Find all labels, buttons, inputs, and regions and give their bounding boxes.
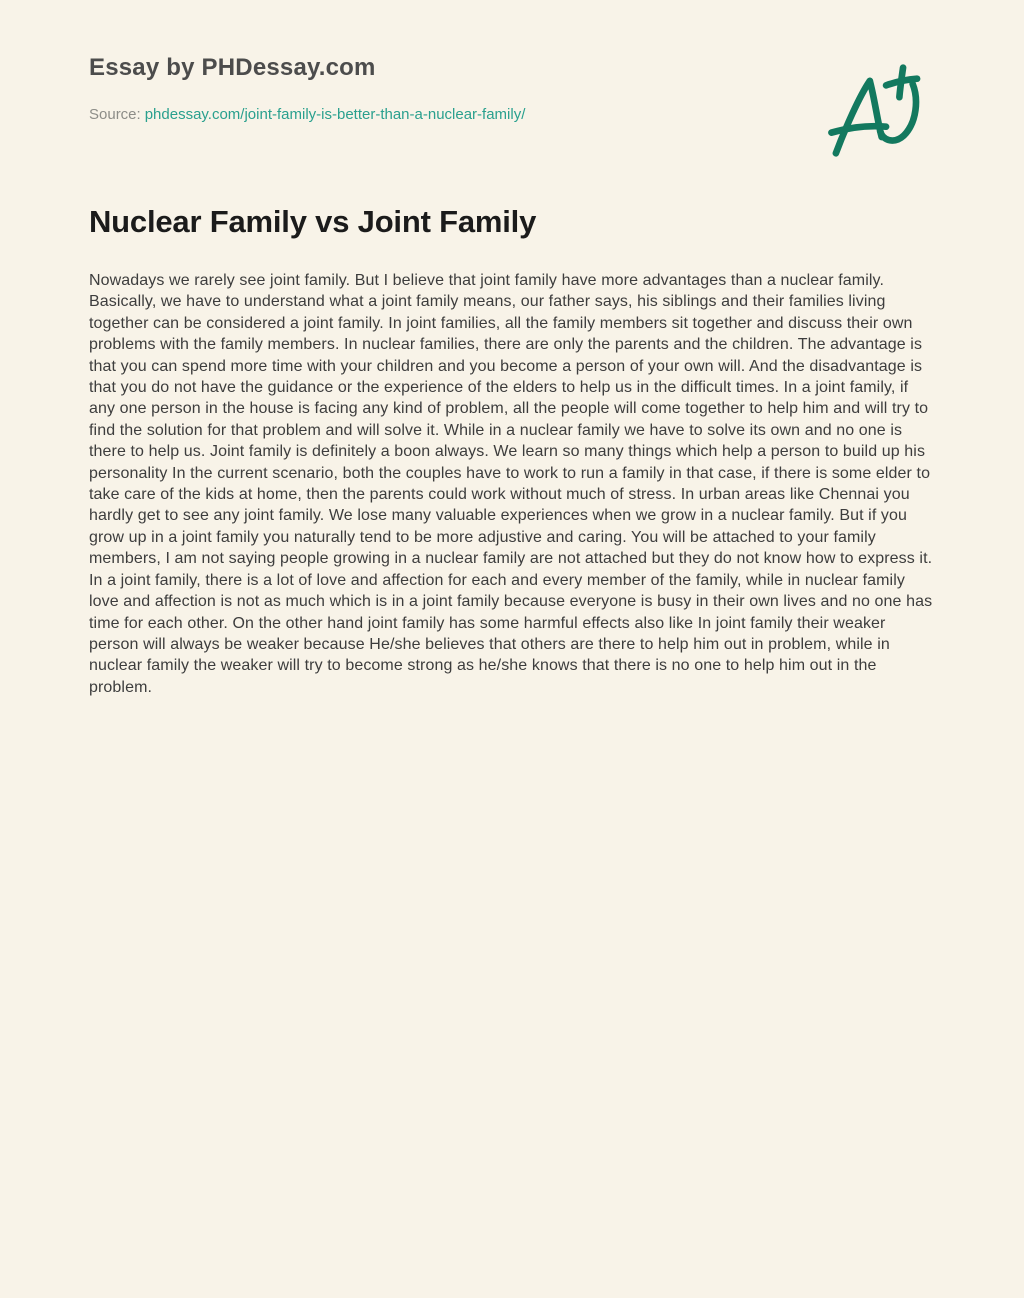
source-line: [89, 106, 525, 123]
a-plus-logo-icon: [827, 58, 923, 160]
source-link[interactable]: phdessay.com/joint-family-is-better-than-a-nuclear-family/: [144, 106, 526, 123]
header-text-block: [89, 50, 525, 123]
essay-title: Nuclear Family vs Joint Family: [89, 204, 537, 239]
essay-body: Nowadays we rarely see joint family. But I believe that joint family have more advantages than a nuclear family. Basically, we have to understand what a joint family means, our father says, his siblings and their families living together can be considered a joint family. In joint families, all the family members sit together and discuss their own problems with the family members. In nuclear families, there are only the parents and the children. The advantage is that you can spend more time with your children and you become a person of your own will. And the disadvantage is that you do not have the guidance or the experience of the elders to help us in the difficult times. In a joint family, if any one person in the house is facing any kind of problem, all the people will come together to help him and will try to find the solution for that problem and will solve it. While in a nuclear family we have to solve its own and no one is there to help us. Joint family is definitely a boon always. We learn so many things which help a person to build up his personality In the current scenario, both the couples have to work to run a family in that case, if there is some elder to take care of the kids at home, then the parents could work without much of stress. In urban areas like Chennai you hardly get to see any joint family. We lose many valuable experiences when we grow in a nuclear family. But if you grow up in a joint family you naturally tend to be more adjustive and caring. You will be attached to your family members, I am not saying people growing in a nuclear family are not attached but they do not know how to express it. In a joint family, there is a lot of love and affection for each and every member of the family, while in nuclear family love and affection is not as much which is in a joint family because everyone is busy in their own lives and no one has time for each other. On the other hand joint family has some harmful effects also like In joint family their weaker person will always be weaker because He/she believes that others are there to help him out in problem, while in nuclear family the weaker will try to become strong as he/she knows that there is no one to help him out in the problem.: [89, 272, 933, 696]
page-header: [89, 50, 935, 160]
site-title: Essay by PHDessay.com: [89, 54, 376, 81]
source-label: Source:: [89, 106, 141, 123]
